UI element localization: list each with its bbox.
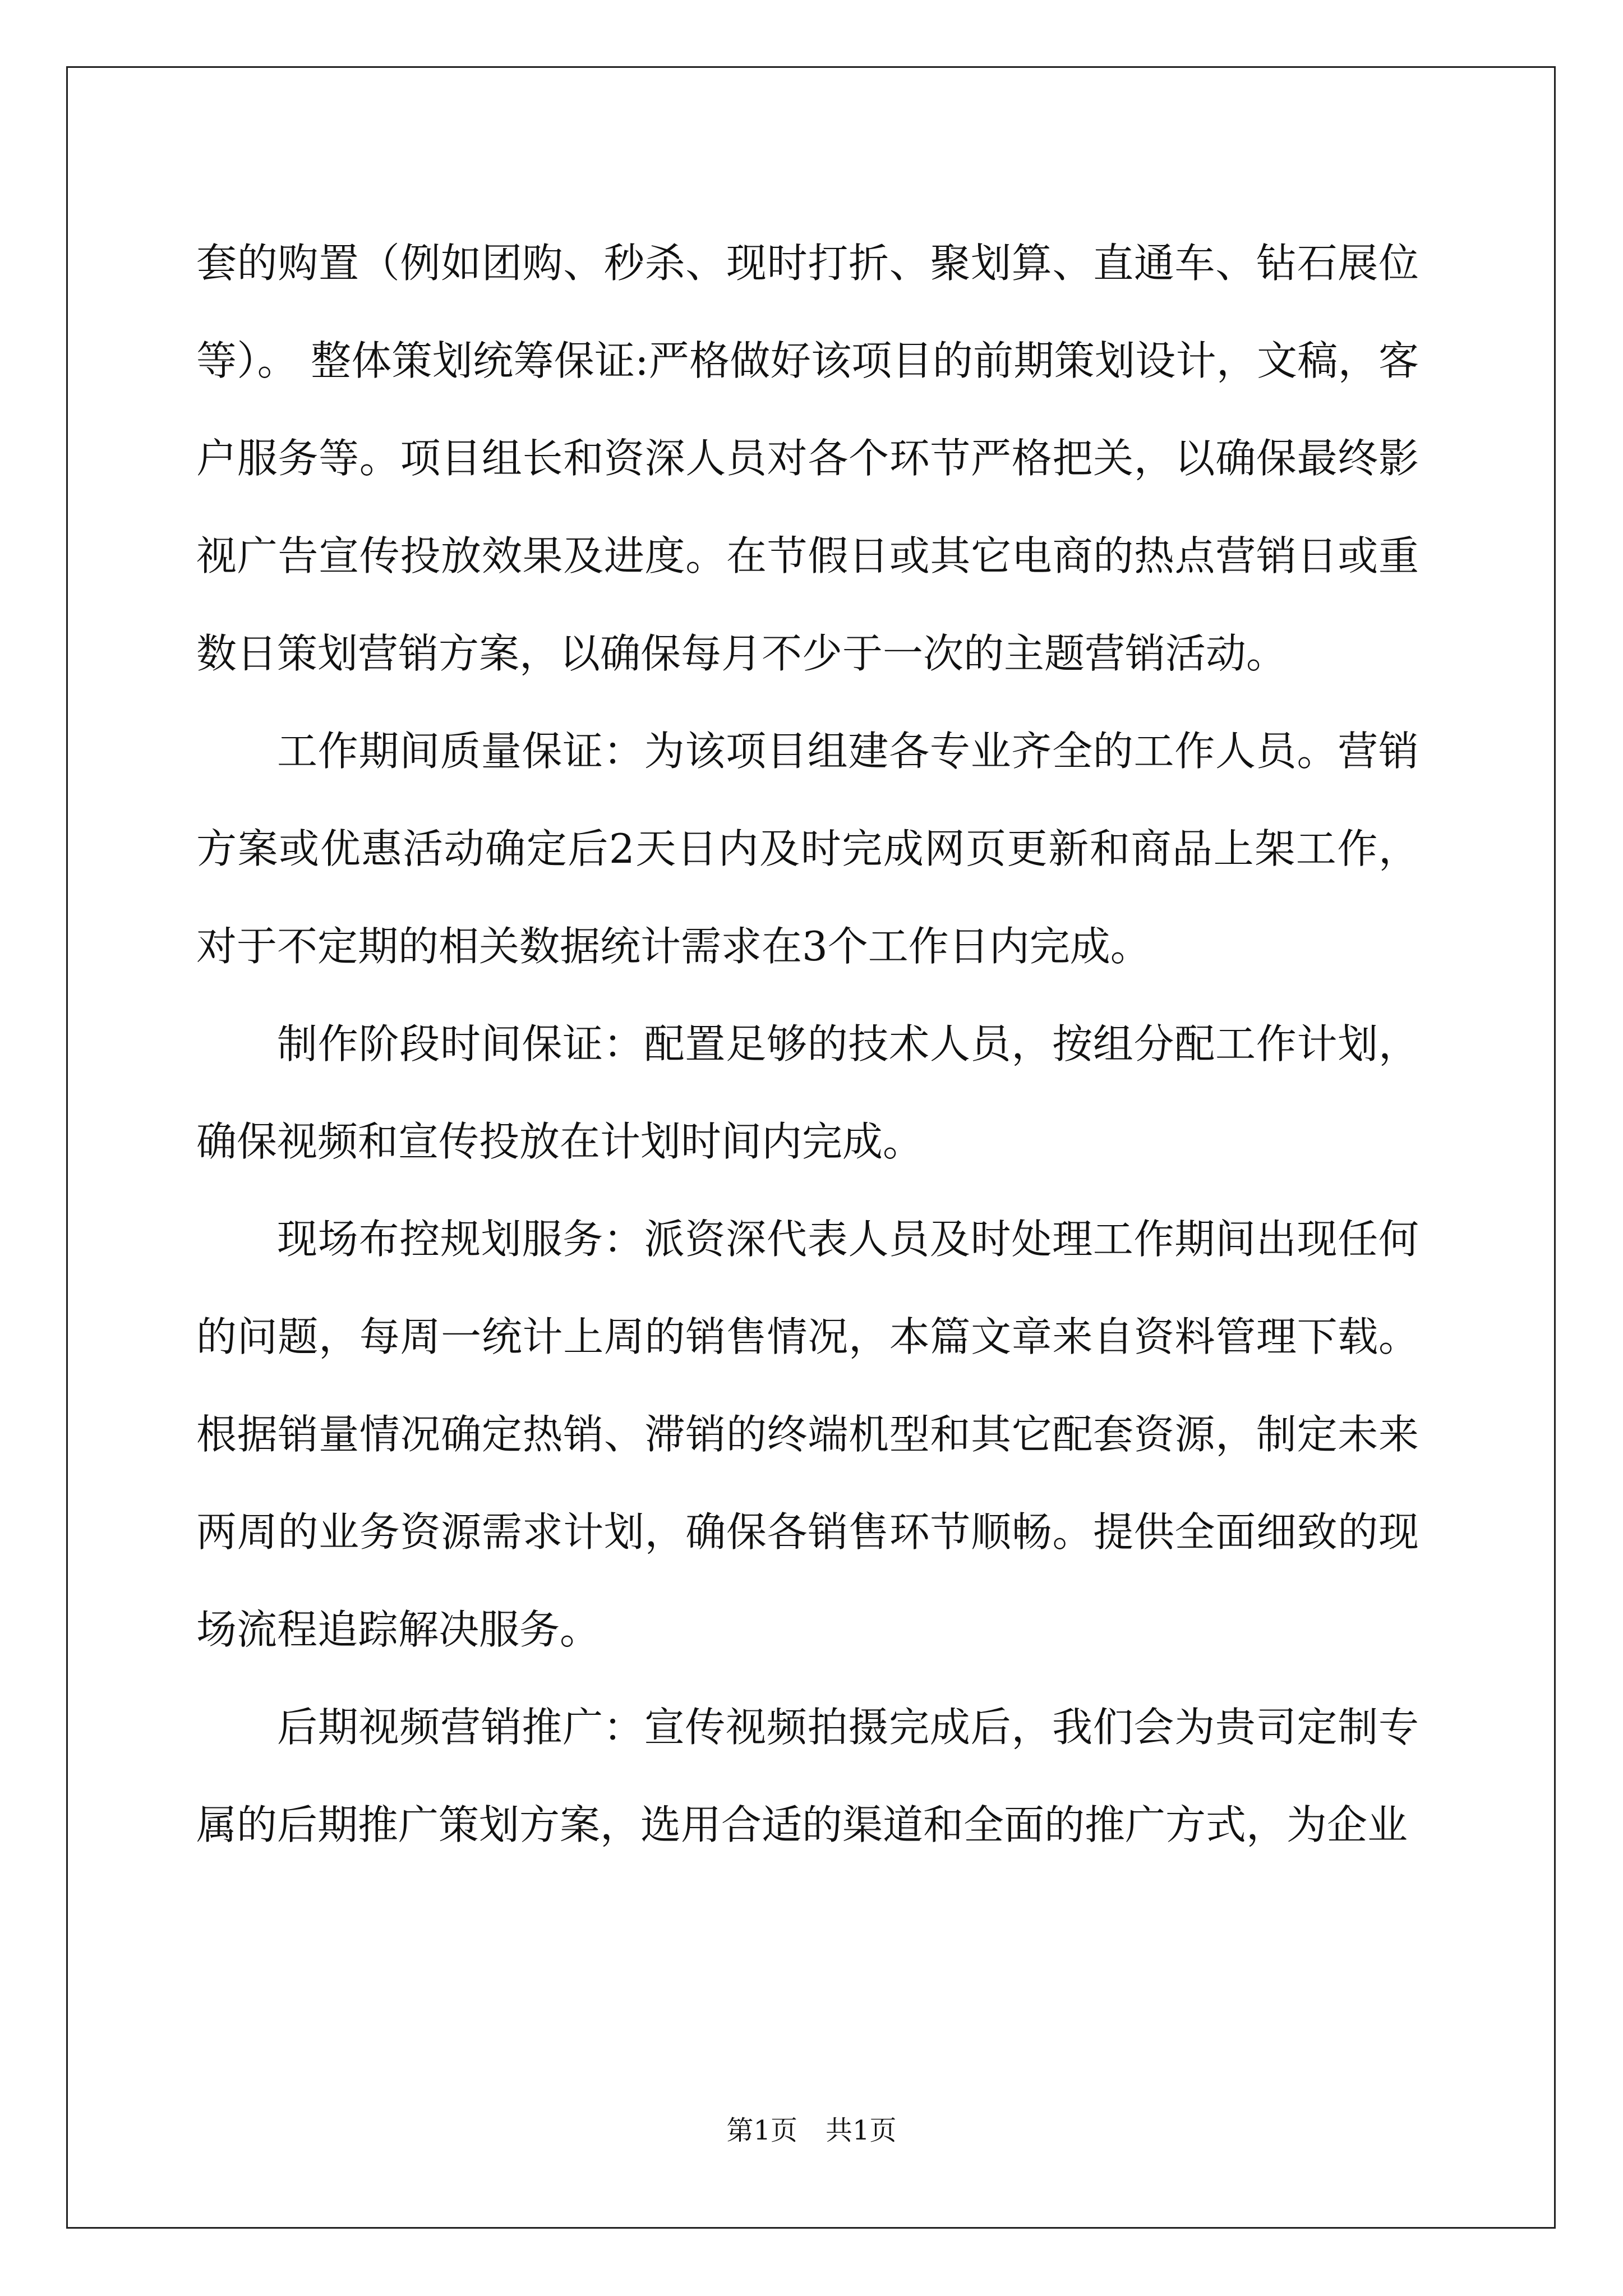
page-number: 第1页 bbox=[726, 2115, 797, 2146]
paragraph-5: 后期视频营销推广：宣传视频拍摄完成后，我们会为贵司定制专属的后期推广策划方案，选用合适的渠道和全面的推广方式，为企业 bbox=[196, 1704, 1419, 1848]
document-body bbox=[196, 214, 1419, 1874]
page-total: 共1页 bbox=[826, 2115, 897, 2146]
paragraph-4: 现场布控规划服务：派资深代表人员及时处理工作期间出现任何的问题，每周一统计上周的销售情况，本篇文章来自资料管理下载。根据销量情况确定热销、滞销的终端机型和其它配套资源，制定未来两周的业务资源需求计划，确保各销售环节顺畅。提供全面细致的现场流程追踪解决服务。 bbox=[196, 1216, 1419, 1653]
paragraph-3: 制作阶段时间保证：配置足够的技术人员，按组分配工作计划，确保视频和宣传投放在计划时间内完成。 bbox=[196, 1020, 1419, 1165]
paragraph-1: 套的购置（例如团购、秒杀、现时打折、聚划算、直通车、钻石展位等）。 整体策划统筹保证:严格做好该项目的前期策划设计，文稿，客户服务等。项目组长和资深人员对各个环节严格把关，以确保最终影视广告宣传投放效果及进度。在节假日或其它电商的热点营销日或重数日策划营销方案，以确保每月不少于一次的主题营销活动。 bbox=[196, 240, 1419, 677]
page-footer bbox=[0, 2114, 1623, 2147]
paragraph-2: 工作期间质量保证：为该项目组建各专业齐全的工作人员。营销方案或优惠活动确定后2天日内及时完成网页更新和商品上架工作，对于不定期的相关数据统计需求在3个工作日内完成。 bbox=[196, 728, 1419, 970]
